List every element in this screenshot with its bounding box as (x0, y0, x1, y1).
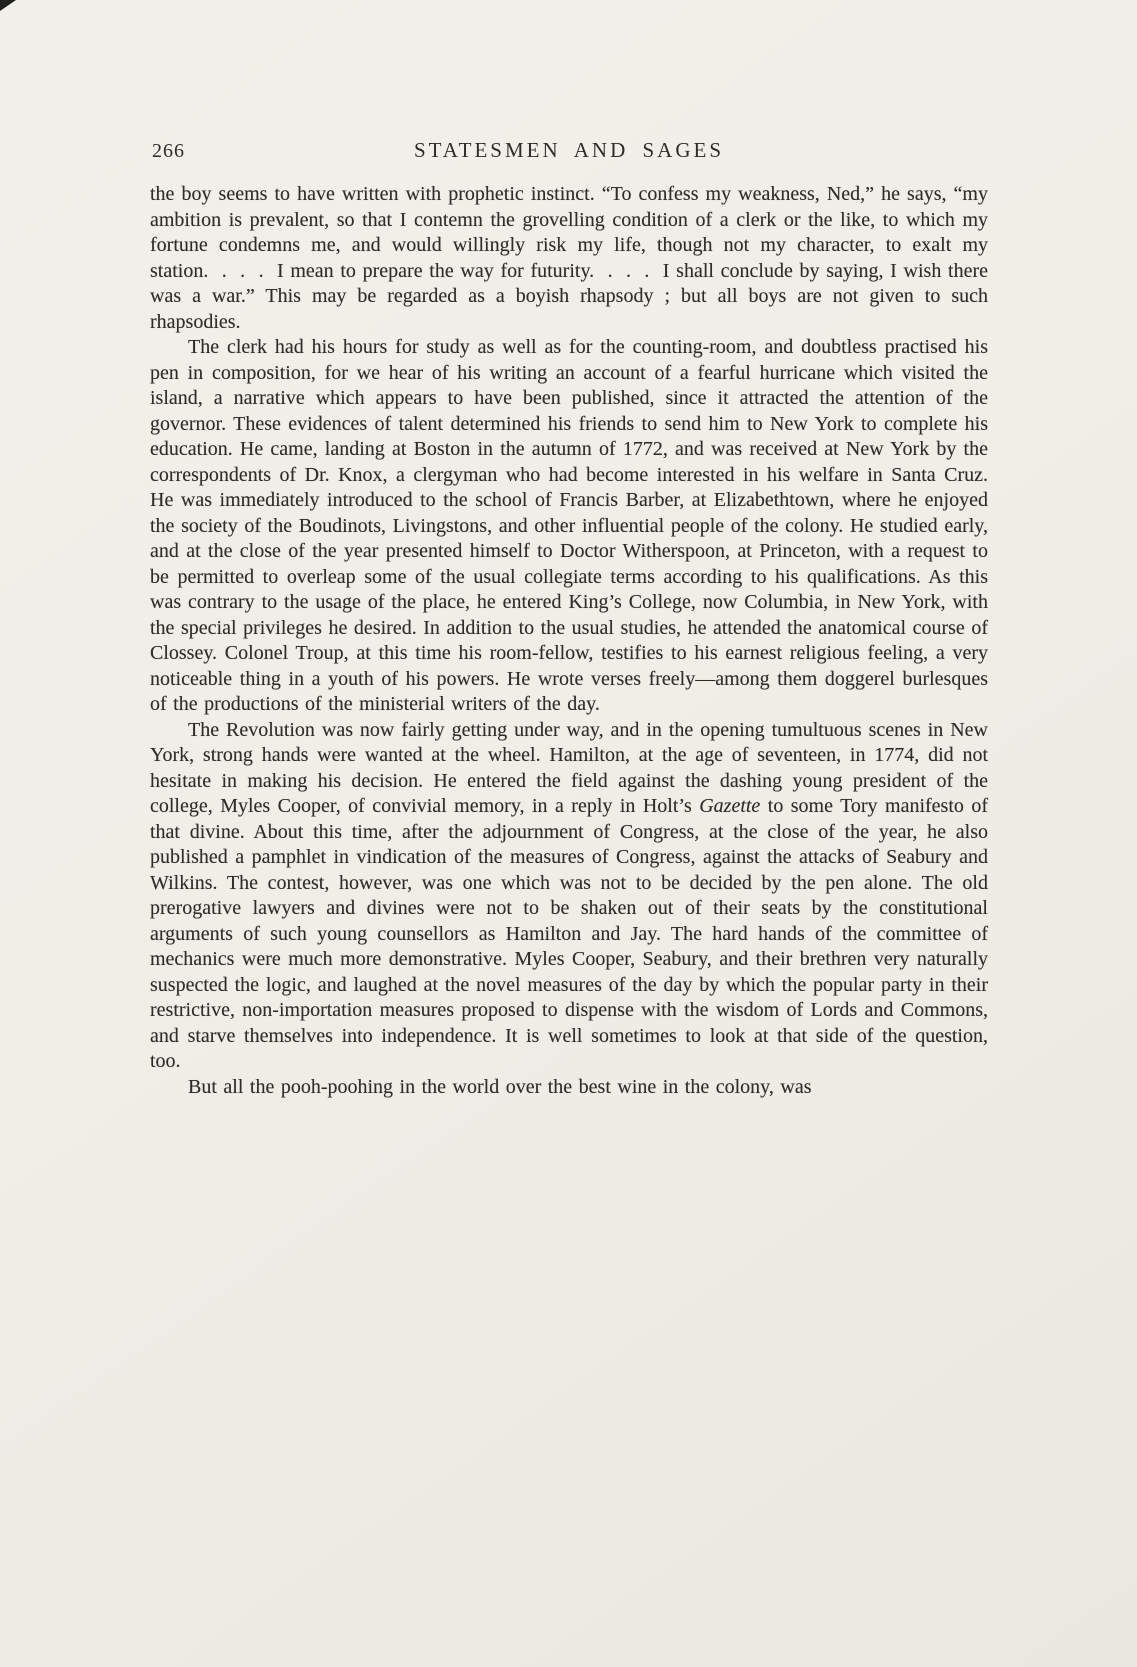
page-content (150, 138, 988, 1100)
paragraph-pooh-poohing (150, 1075, 988, 1101)
paragraph-text: The clerk had his hours for study as well as for the counting-room, and doubtless practised his pen in composition, for we hear of his writing an account of a fearful hurricane which visited the island, a narrative which appears to have been published, since it attracted the attention of the governor. These evidences of talent determined his friends to send him to New York to complete his education. He came, landing at Boston in the autumn of 1772, and was received at New York by the correspondents of Dr. Knox, a clergyman who had become interested in his welfare in Santa Cruz. He was immediately introduced to the school of Francis Barber, at Elizabethtown, where he enjoyed the society of the Boudinots, Livingstons, and other influential people of the colony. He studied early, and at the close of the year presented himself to Doctor Witherspoon, at Princeton, with a request to be permitted to overleap some of the usual collegiate terms according to his qualifications. As this was contrary to the usage of the place, he entered King’s College, now Columbia, in New York, with the special privileges he desired. In addition to the usual studies, he attended the anatomical course of Clossey. Colonel Troup, at this time his room-fellow, testifies to his earnest religious feeling, a very noticeable thing in a youth of his powers. He wrote verses freely—among them doggerel burlesques of the productions of the ministerial writers of the day. (150, 336, 988, 715)
paragraph-text: But all the pooh-poohing in the world over the best wine in the colony, was (188, 1075, 812, 1098)
paragraph-text: The Revolution was now fairly getting under way, and in the opening tumultuous scenes in New York, strong hands were wanted at the wheel. Hamilton, at the age of seventeen, in 1774, did not hesitate in making his decision. He entered the field against the dashing young president of the college, Myles Cooper, of convivial memory, in a reply in Holt’s (150, 718, 988, 817)
gazette-italic-title: Gazette (699, 795, 761, 817)
paragraph-text: to some Tory manifesto of that divine. About this time, after the adjournment of Congress, at the close of the year, he also published a pamphlet in vindication of the measures of Congress, against the attacks of Seabury and Wilkins. The contest, however, was one which was not to be decided by the pen alone. The old prerogative lawyers and divines were not to be shaken out of their seats by the constitutional arguments of such young counsellors as Hamilton and Jay. The hard hands of the committee of mechanics were much more demonstrative. Myles Cooper, Seabury, and their brethren very naturally suspected the logic, and laughed at the novel measures of the day by which the popular party in their restrictive, non-importation measures proposed to dispense with the wisdom of Lords and Commons, and starve themselves into independence. It is well sometimes to look at that side of the question, too. (150, 795, 988, 1072)
page-header (150, 138, 988, 166)
scan-artifact (0, 0, 16, 11)
paragraph-text: the boy seems to have written with prophetic instinct. “To confess my weakness, Ned,” he says, “my ambition is prevalent, so that I contemn the grovelling condition of a clerk or the like, to which my fortune condemns me, and would willingly risk my life, though not my character, to exalt my station. . . . I mean to prepare the way for futurity. . . . I shall conclude by saying, I wish there was a war.” This may be regarded as a boyish rhapsody ; but all boys are not given to such rhapsodies. (150, 183, 988, 333)
paragraph-continuation (150, 182, 988, 335)
page-number: 266 (152, 140, 185, 162)
paragraph-revolution (150, 718, 988, 1075)
running-title: STATESMEN AND SAGES (413, 138, 725, 162)
body-text (150, 182, 988, 1100)
paragraph-clerk-study (150, 335, 988, 718)
